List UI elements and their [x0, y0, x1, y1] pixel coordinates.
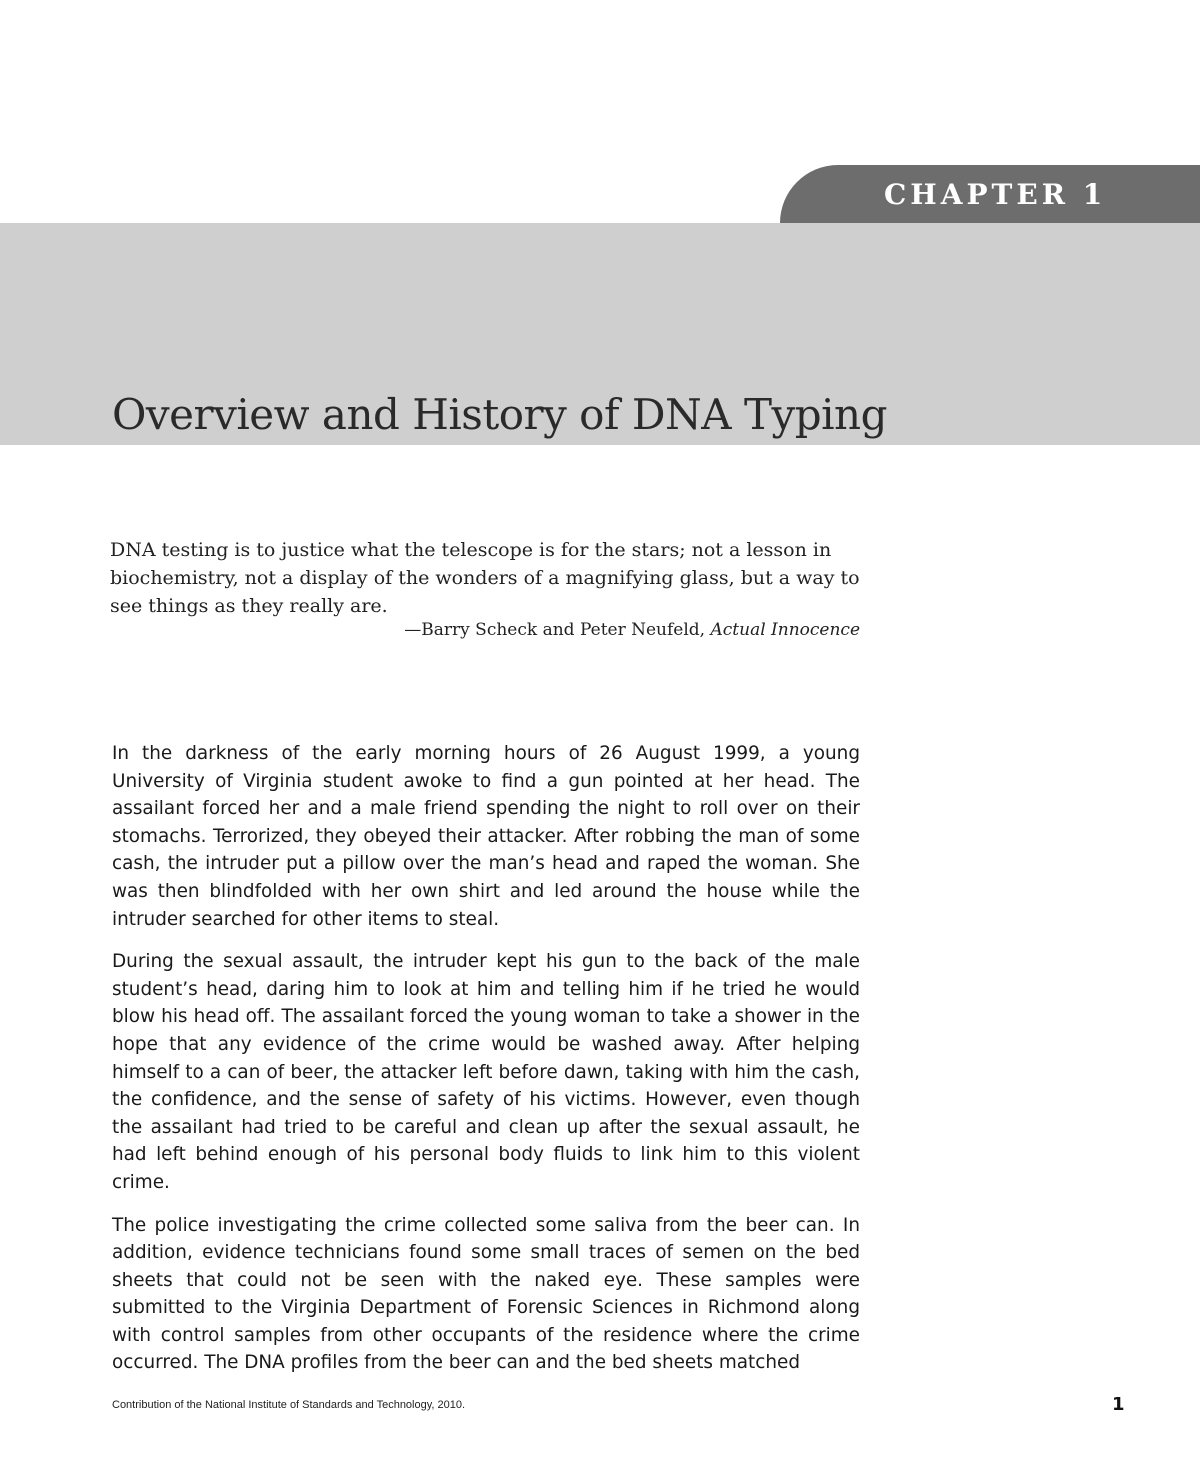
- paragraph: During the sexual assault, the intruder kept his gun to the back of the male student’s head, daring him to look at him and telling him if he tried he would blow his head off. The assailant forced the young woman to take a shower in the hope that any evidence of the crime would be washed away. After helping himself to a can of beer, the attacker left before dawn, taking with him the cash, the confidence, and the sense of safety of his victims. However, even though the assailant had tried to be careful and clean up after the sexual assault, he had left behind enough of his personal body fluids to link him to this violent crime.: [112, 951, 860, 1193]
- page-number: 1: [1112, 1394, 1125, 1415]
- chapter-label: CHAPTER 1: [884, 178, 1107, 211]
- paragraph: The police investigating the crime collected some saliva from the beer can. In addition, evidence technicians found some small traces of semen on the bed sheets that could not be seen with the naked eye. These samples were submitted to the Virginia Department of Forensic Sciences in Richmond along with control samples from other occupants of the residence where the crime occurred. The DNA profiles from the beer can and the bed sheets matched: [112, 1214, 860, 1374]
- paragraph: In the darkness of the early morning hours of 26 August 1999, a young University of Virginia student awoke to find a gun pointed at her head. The assailant forced her and a male friend spending the night to roll over on their stomachs. Terrorized, they obeyed their attacker. After robbing the man of some cash, the intruder put a pillow over the man’s head and raped the woman. She was then blindfolded with her own shirt and led around the house while the intruder searched for other items to steal.: [112, 743, 860, 930]
- body-text: [112, 740, 860, 1392]
- attribution-authors: —Barry Scheck and Peter Neufeld,: [404, 620, 711, 640]
- footer-note: Contribution of the National Institute of Standards and Technology, 2010.: [112, 1399, 466, 1411]
- epigraph-quote: DNA testing is to justice what the telescope is for the stars; not a lesson in biochemistry, not a display of the wonders of a magnifying glass, but a way to see things as they really are.: [110, 539, 860, 617]
- chapter-title: Overview and History of DNA Typing: [112, 390, 887, 440]
- epigraph: [110, 536, 870, 620]
- attribution-source: Actual Innocence: [710, 620, 860, 640]
- epigraph-attribution: [404, 620, 860, 640]
